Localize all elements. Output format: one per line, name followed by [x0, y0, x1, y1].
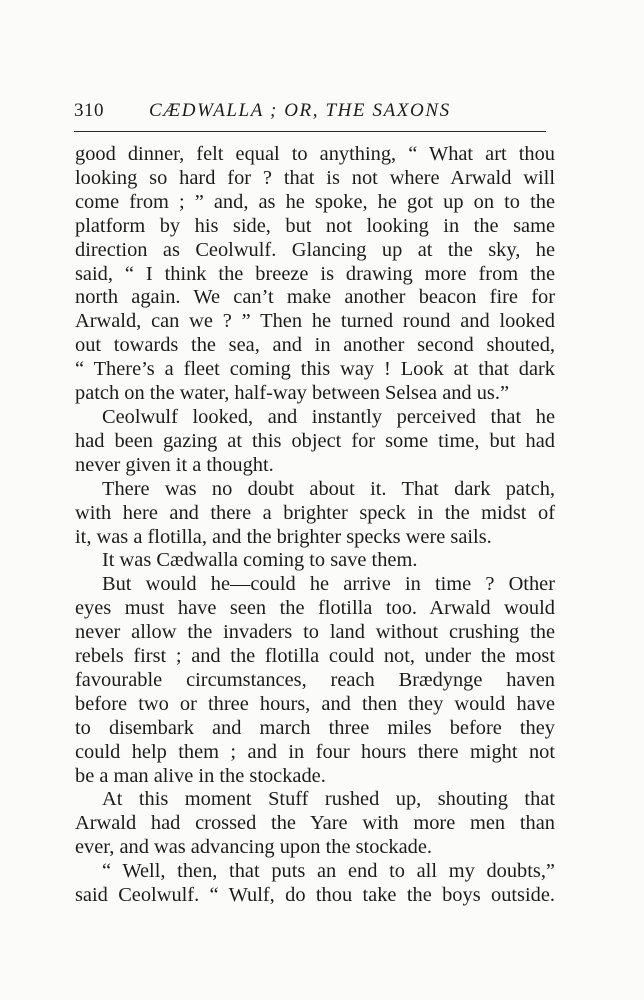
text-line: said Ceolwulf. “ Wulf, do thou take the boys outside. [75, 884, 555, 907]
text-line: north again. We can’t make another beacon fire for [75, 286, 555, 309]
text-line: patch on the water, half-way between Selsea and us.” [75, 382, 510, 405]
header-rule [74, 131, 546, 132]
text-line: with here and there a brighter speck in the midst of [75, 501, 555, 524]
text-line: It was Cædwalla coming to save them. [102, 549, 418, 572]
text-line: There was no doubt about it. That dark patch, [102, 477, 555, 500]
text-line: But would he—could he arrive in time ? Other [102, 573, 555, 596]
text-line: had been gazing at this object for some time, but had [75, 429, 555, 452]
text-line: before two or three hours, and then they would have [75, 692, 555, 715]
text-line: eyes must have seen the flotilla too. Arwald would [75, 597, 555, 620]
text-line: “ Well, then, that puts an end to all my doubts,” [102, 860, 555, 883]
text-line: direction as Ceolwulf. Glancing up at the sky, he [75, 238, 555, 261]
text-line: favourable circumstances, reach Brædynge haven [75, 668, 555, 691]
text-line: could help them ; and in four hours there might not [75, 740, 555, 763]
text-line: Ceolwulf looked, and instantly perceived that he [102, 405, 555, 428]
text-line: Arwald, can we ? ” Then he turned round and looked [75, 310, 555, 333]
text-line: out towards the sea, and in another second shouted, [75, 334, 555, 357]
body-text [75, 143, 555, 908]
text-line: to disembark and march three miles before they [75, 716, 555, 739]
text-line: rebels first ; and the flotilla could not, under the most [75, 645, 555, 668]
text-line: ever, and was advancing upon the stockade. [75, 836, 433, 859]
text-line: looking so hard for ? that is not where Arwald will [75, 166, 555, 189]
text-line: good dinner, felt equal to anything, “ What art thou [75, 143, 555, 165]
running-title: CÆDWALLA ; OR, THE SAXONS [149, 100, 451, 121]
text-line: Arwald had crossed the Yare with more men than [75, 812, 555, 835]
running-header [74, 100, 554, 130]
text-line: come from ; ” and, as he spoke, he got up on to the [75, 190, 555, 213]
text-line: platform by his side, but not looking in the same [75, 214, 555, 237]
text-line: be a man alive in the stockade. [75, 764, 326, 787]
text-line: never allow the invaders to land without crushing the [75, 621, 555, 644]
text-line: “ There’s a fleet coming this way ! Look at that dark [75, 358, 555, 381]
text-line: said, “ I think the breeze is drawing more from the [75, 262, 555, 285]
text-line: it, was a flotilla, and the brighter specks were sails. [75, 525, 492, 548]
text-line: never given it a thought. [75, 453, 274, 476]
page-number: 310 [74, 100, 104, 121]
text-line: At this moment Stuff rushed up, shouting that [102, 788, 555, 811]
